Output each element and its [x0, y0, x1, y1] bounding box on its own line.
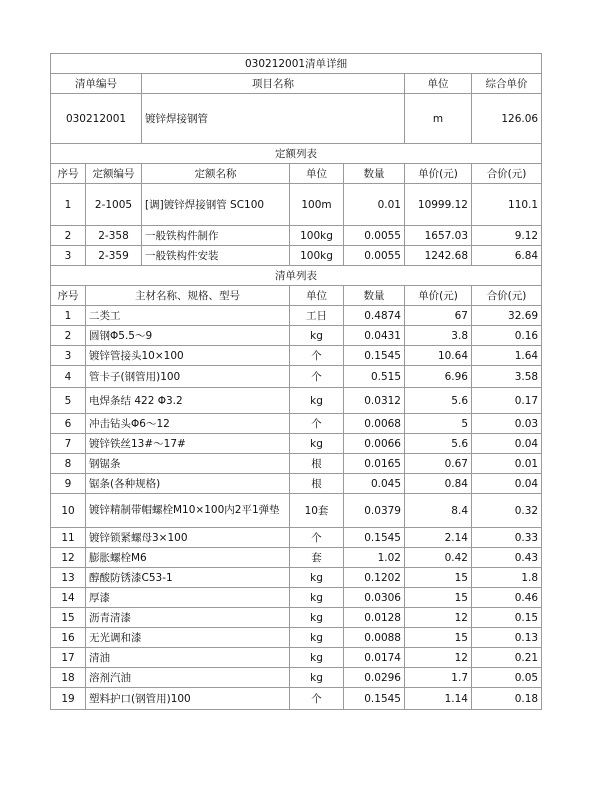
- material-row: [51, 568, 542, 588]
- material-row: [51, 548, 542, 568]
- table-cell: 个: [290, 346, 344, 366]
- table-cell: 0.05: [472, 668, 542, 688]
- header-unit-label: 单位: [405, 74, 472, 94]
- table-cell: 16: [51, 628, 86, 648]
- table-cell: 12: [51, 548, 86, 568]
- table-cell: 0.0306: [344, 588, 405, 608]
- table-cell: 15: [405, 628, 472, 648]
- table-cell: 电焊条结 422 Φ3.2: [86, 388, 290, 414]
- table-cell: 二类工: [86, 306, 290, 326]
- table-cell: 无光调和漆: [86, 628, 290, 648]
- header-name-label: 项目名称: [142, 74, 405, 94]
- material-row: [51, 346, 542, 366]
- table-cell: 0.515: [344, 366, 405, 388]
- table-cell: 个: [290, 528, 344, 548]
- table-cell: 1.64: [472, 346, 542, 366]
- item-price: 126.06: [472, 94, 542, 144]
- table-cell: 1.14: [405, 688, 472, 710]
- table-cell: 2-359: [86, 246, 142, 266]
- table-cell: 9: [51, 474, 86, 494]
- table-cell: 工日: [290, 306, 344, 326]
- table-cell: 0.04: [472, 474, 542, 494]
- table-cell: [调]镀锌焊接钢管 SC100: [142, 184, 290, 226]
- table-cell: 0.0128: [344, 608, 405, 628]
- table-cell: 6: [51, 414, 86, 434]
- table-cell: 清油: [86, 648, 290, 668]
- table-cell: kg: [290, 648, 344, 668]
- table-cell: 0.0068: [344, 414, 405, 434]
- material-row: [51, 588, 542, 608]
- table-cell: 0.1545: [344, 528, 405, 548]
- column-header: 主材名称、规格、型号: [86, 286, 290, 306]
- table-cell: 0.0379: [344, 494, 405, 528]
- material-row: [51, 306, 542, 326]
- table-cell: 3: [51, 246, 86, 266]
- table-cell: 0.04: [472, 434, 542, 454]
- table-cell: 0.045: [344, 474, 405, 494]
- table-cell: 10套: [290, 494, 344, 528]
- table-cell: 12: [405, 608, 472, 628]
- table-cell: 0.21: [472, 648, 542, 668]
- table-cell: 18: [51, 668, 86, 688]
- table-cell: 4: [51, 366, 86, 388]
- table-cell: 15: [51, 608, 86, 628]
- table-cell: 0.67: [405, 454, 472, 474]
- table-cell: 8.4: [405, 494, 472, 528]
- table-cell: 67: [405, 306, 472, 326]
- table-cell: 溶剂汽油: [86, 668, 290, 688]
- column-header: 定额名称: [142, 164, 290, 184]
- table-cell: 镀锌铁丝13#～17#: [86, 434, 290, 454]
- table-cell: 1: [51, 184, 86, 226]
- material-row: [51, 454, 542, 474]
- table-cell: 0.0055: [344, 246, 405, 266]
- table-cell: 19: [51, 688, 86, 710]
- table-cell: 镀锌精制带帽螺栓M10×100内2平1弹垫: [86, 494, 290, 528]
- table-cell: 17: [51, 648, 86, 668]
- table-cell: 11: [51, 528, 86, 548]
- table-cell: 5: [51, 388, 86, 414]
- item-name: 镀锌焊接钢管: [142, 94, 405, 144]
- table-cell: 0.15: [472, 608, 542, 628]
- material-row: [51, 414, 542, 434]
- material-row: [51, 326, 542, 346]
- material-row: [51, 608, 542, 628]
- table-cell: 6.96: [405, 366, 472, 388]
- table-cell: 1.8: [472, 568, 542, 588]
- table-cell: 个: [290, 688, 344, 710]
- material-row: [51, 648, 542, 668]
- table-cell: 一般铁构件安装: [142, 246, 290, 266]
- table-cell: 0.01: [472, 454, 542, 474]
- material-row: [51, 434, 542, 454]
- table-cell: kg: [290, 628, 344, 648]
- table-cell: 2: [51, 326, 86, 346]
- table-cell: 0.0088: [344, 628, 405, 648]
- table-cell: 塑料护口(钢管用)100: [86, 688, 290, 710]
- table-cell: 2-1005: [86, 184, 142, 226]
- table-cell: 15: [405, 588, 472, 608]
- material-row: [51, 528, 542, 548]
- table-cell: 0.84: [405, 474, 472, 494]
- column-header: 单位: [290, 286, 344, 306]
- table-cell: 2-358: [86, 226, 142, 246]
- table-cell: 5.6: [405, 434, 472, 454]
- table-cell: 0.42: [405, 548, 472, 568]
- table-cell: 10: [51, 494, 86, 528]
- table-cell: 2: [51, 226, 86, 246]
- material-row: [51, 628, 542, 648]
- materials-header-row: [51, 286, 542, 306]
- quota-row: [51, 184, 542, 226]
- table-cell: 0.1202: [344, 568, 405, 588]
- table-cell: 7: [51, 434, 86, 454]
- table-cell: 沥青清漆: [86, 608, 290, 628]
- table-cell: 0.03: [472, 414, 542, 434]
- column-header: 序号: [51, 164, 86, 184]
- table-cell: 0.33: [472, 528, 542, 548]
- column-header: 单位: [290, 164, 344, 184]
- material-row: [51, 688, 542, 710]
- table-cell: 个: [290, 414, 344, 434]
- table-cell: kg: [290, 388, 344, 414]
- table-cell: 1: [51, 306, 86, 326]
- table-cell: 0.43: [472, 548, 542, 568]
- item-unit: m: [405, 94, 472, 144]
- table-cell: 6.84: [472, 246, 542, 266]
- table-cell: 0.0174: [344, 648, 405, 668]
- table-cell: 15: [405, 568, 472, 588]
- material-row: [51, 474, 542, 494]
- table-cell: 镀锌锁紧螺母3×100: [86, 528, 290, 548]
- table-cell: 100kg: [290, 226, 344, 246]
- column-header: 数量: [344, 164, 405, 184]
- table-cell: 8: [51, 454, 86, 474]
- material-row: [51, 388, 542, 414]
- table-cell: kg: [290, 326, 344, 346]
- column-header: 序号: [51, 286, 86, 306]
- header-price-label: 综合单价: [472, 74, 542, 94]
- table-cell: 个: [290, 366, 344, 388]
- column-header: 数量: [344, 286, 405, 306]
- table-cell: 冲击钻头Φ6～12: [86, 414, 290, 434]
- material-row: [51, 494, 542, 528]
- item-code: 030212001: [51, 94, 142, 144]
- table-cell: 管卡子(钢管用)100: [86, 366, 290, 388]
- table-cell: kg: [290, 588, 344, 608]
- table-cell: 根: [290, 454, 344, 474]
- table-title: 030212001清单详细: [51, 54, 542, 74]
- table-cell: 0.0312: [344, 388, 405, 414]
- quota-header-row: [51, 164, 542, 184]
- table-cell: 0.0066: [344, 434, 405, 454]
- table-cell: 3: [51, 346, 86, 366]
- table-cell: 3.58: [472, 366, 542, 388]
- table-cell: 1.7: [405, 668, 472, 688]
- table-cell: 0.0165: [344, 454, 405, 474]
- table-cell: 100m: [290, 184, 344, 226]
- table-cell: 0.1545: [344, 346, 405, 366]
- table-cell: 一般铁构件制作: [142, 226, 290, 246]
- table-cell: 0.0055: [344, 226, 405, 246]
- table-cell: 10999.12: [405, 184, 472, 226]
- quota-row: [51, 246, 542, 266]
- table-cell: 10.64: [405, 346, 472, 366]
- table-cell: 32.69: [472, 306, 542, 326]
- column-header: 单价(元): [405, 164, 472, 184]
- table-cell: 0.01: [344, 184, 405, 226]
- quota-row: [51, 226, 542, 246]
- table-cell: 锯条(各种规格): [86, 474, 290, 494]
- table-cell: 1657.03: [405, 226, 472, 246]
- table-cell: 3.8: [405, 326, 472, 346]
- table-cell: 2.14: [405, 528, 472, 548]
- column-header: 定额编号: [86, 164, 142, 184]
- column-header: 单价(元): [405, 286, 472, 306]
- table-cell: 膨胀螺栓M6: [86, 548, 290, 568]
- table-cell: 醇酸防锈漆C53-1: [86, 568, 290, 588]
- table-cell: 0.16: [472, 326, 542, 346]
- table-cell: 12: [405, 648, 472, 668]
- table-cell: 5: [405, 414, 472, 434]
- table-cell: 根: [290, 474, 344, 494]
- table-cell: 0.18: [472, 688, 542, 710]
- table-cell: kg: [290, 608, 344, 628]
- table-cell: 14: [51, 588, 86, 608]
- table-cell: 9.12: [472, 226, 542, 246]
- table-cell: 0.32: [472, 494, 542, 528]
- material-row: [51, 668, 542, 688]
- table-cell: 0.46: [472, 588, 542, 608]
- materials-section-title: 清单列表: [51, 266, 542, 286]
- table-cell: 镀锌管接头10×100: [86, 346, 290, 366]
- table-cell: 0.0296: [344, 668, 405, 688]
- table-cell: 0.1545: [344, 688, 405, 710]
- table-cell: 1.02: [344, 548, 405, 568]
- column-header: 合价(元): [472, 164, 542, 184]
- bill-detail-table: [50, 53, 542, 710]
- table-cell: 钢锯条: [86, 454, 290, 474]
- table-cell: 套: [290, 548, 344, 568]
- table-cell: 圆钢Φ5.5～9: [86, 326, 290, 346]
- table-cell: 1242.68: [405, 246, 472, 266]
- table-cell: 厚漆: [86, 588, 290, 608]
- header-code-label: 清单编号: [51, 74, 142, 94]
- table-cell: kg: [290, 568, 344, 588]
- table-cell: 110.1: [472, 184, 542, 226]
- table-cell: kg: [290, 668, 344, 688]
- table-cell: 13: [51, 568, 86, 588]
- table-cell: 0.4874: [344, 306, 405, 326]
- table-cell: kg: [290, 434, 344, 454]
- material-row: [51, 366, 542, 388]
- table-cell: 0.13: [472, 628, 542, 648]
- quota-section-title: 定额列表: [51, 144, 542, 164]
- table-cell: 0.0431: [344, 326, 405, 346]
- table-cell: 0.17: [472, 388, 542, 414]
- column-header: 合价(元): [472, 286, 542, 306]
- table-cell: 100kg: [290, 246, 344, 266]
- table-cell: 5.6: [405, 388, 472, 414]
